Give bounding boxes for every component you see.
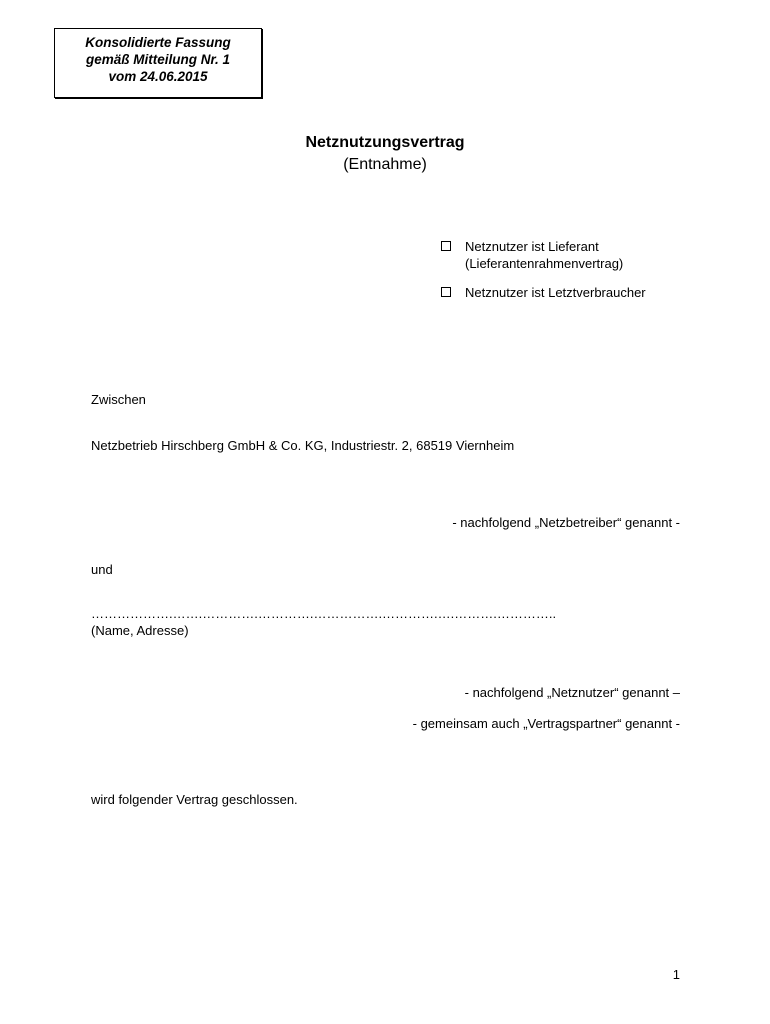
user-alias: - nachfolgend „Netznutzer“ genannt – bbox=[464, 685, 680, 700]
operator-alias: - nachfolgend „Netzbetreiber“ genannt - bbox=[452, 515, 680, 530]
name-address-hint: (Name, Adresse) bbox=[91, 623, 189, 638]
option-end-consumer-label: Netznutzer ist Letztverbraucher bbox=[465, 285, 646, 300]
between-label: Zwischen bbox=[91, 392, 146, 407]
option-supplier-label: Netznutzer ist Lieferant bbox=[465, 239, 599, 254]
end-consumer-checkbox[interactable] bbox=[441, 287, 451, 297]
stamp-line-2: gemäß Mitteilung Nr. 1 bbox=[85, 52, 231, 67]
option-supplier-sublabel: (Lieferantenrahmenvertrag) bbox=[465, 256, 624, 271]
parties-alias: - gemeinsam auch „Vertragspartner“ genannt - bbox=[412, 716, 680, 731]
and-label: und bbox=[91, 562, 113, 577]
page-number: 1 bbox=[672, 967, 680, 982]
stamp-line-3: vom 24.06.2015 bbox=[108, 69, 208, 84]
stamp-line-1: Konsolidierte Fassung bbox=[85, 35, 231, 50]
supplier-checkbox[interactable] bbox=[441, 241, 451, 251]
operator-address: Netzbetrieb Hirschberg GmbH & Co. KG, Industriestr. 2, 68519 Viernheim bbox=[91, 438, 515, 453]
consolidated-version-stamp bbox=[54, 28, 262, 98]
closing-sentence: wird folgender Vertrag geschlossen. bbox=[91, 792, 298, 807]
document-title: Netznutzungsvertrag bbox=[305, 134, 465, 151]
name-address-field[interactable]: ……………….…….………….………….…………….………….….……….………….. bbox=[91, 606, 557, 621]
document-subtitle: (Entnahme) bbox=[343, 156, 427, 173]
